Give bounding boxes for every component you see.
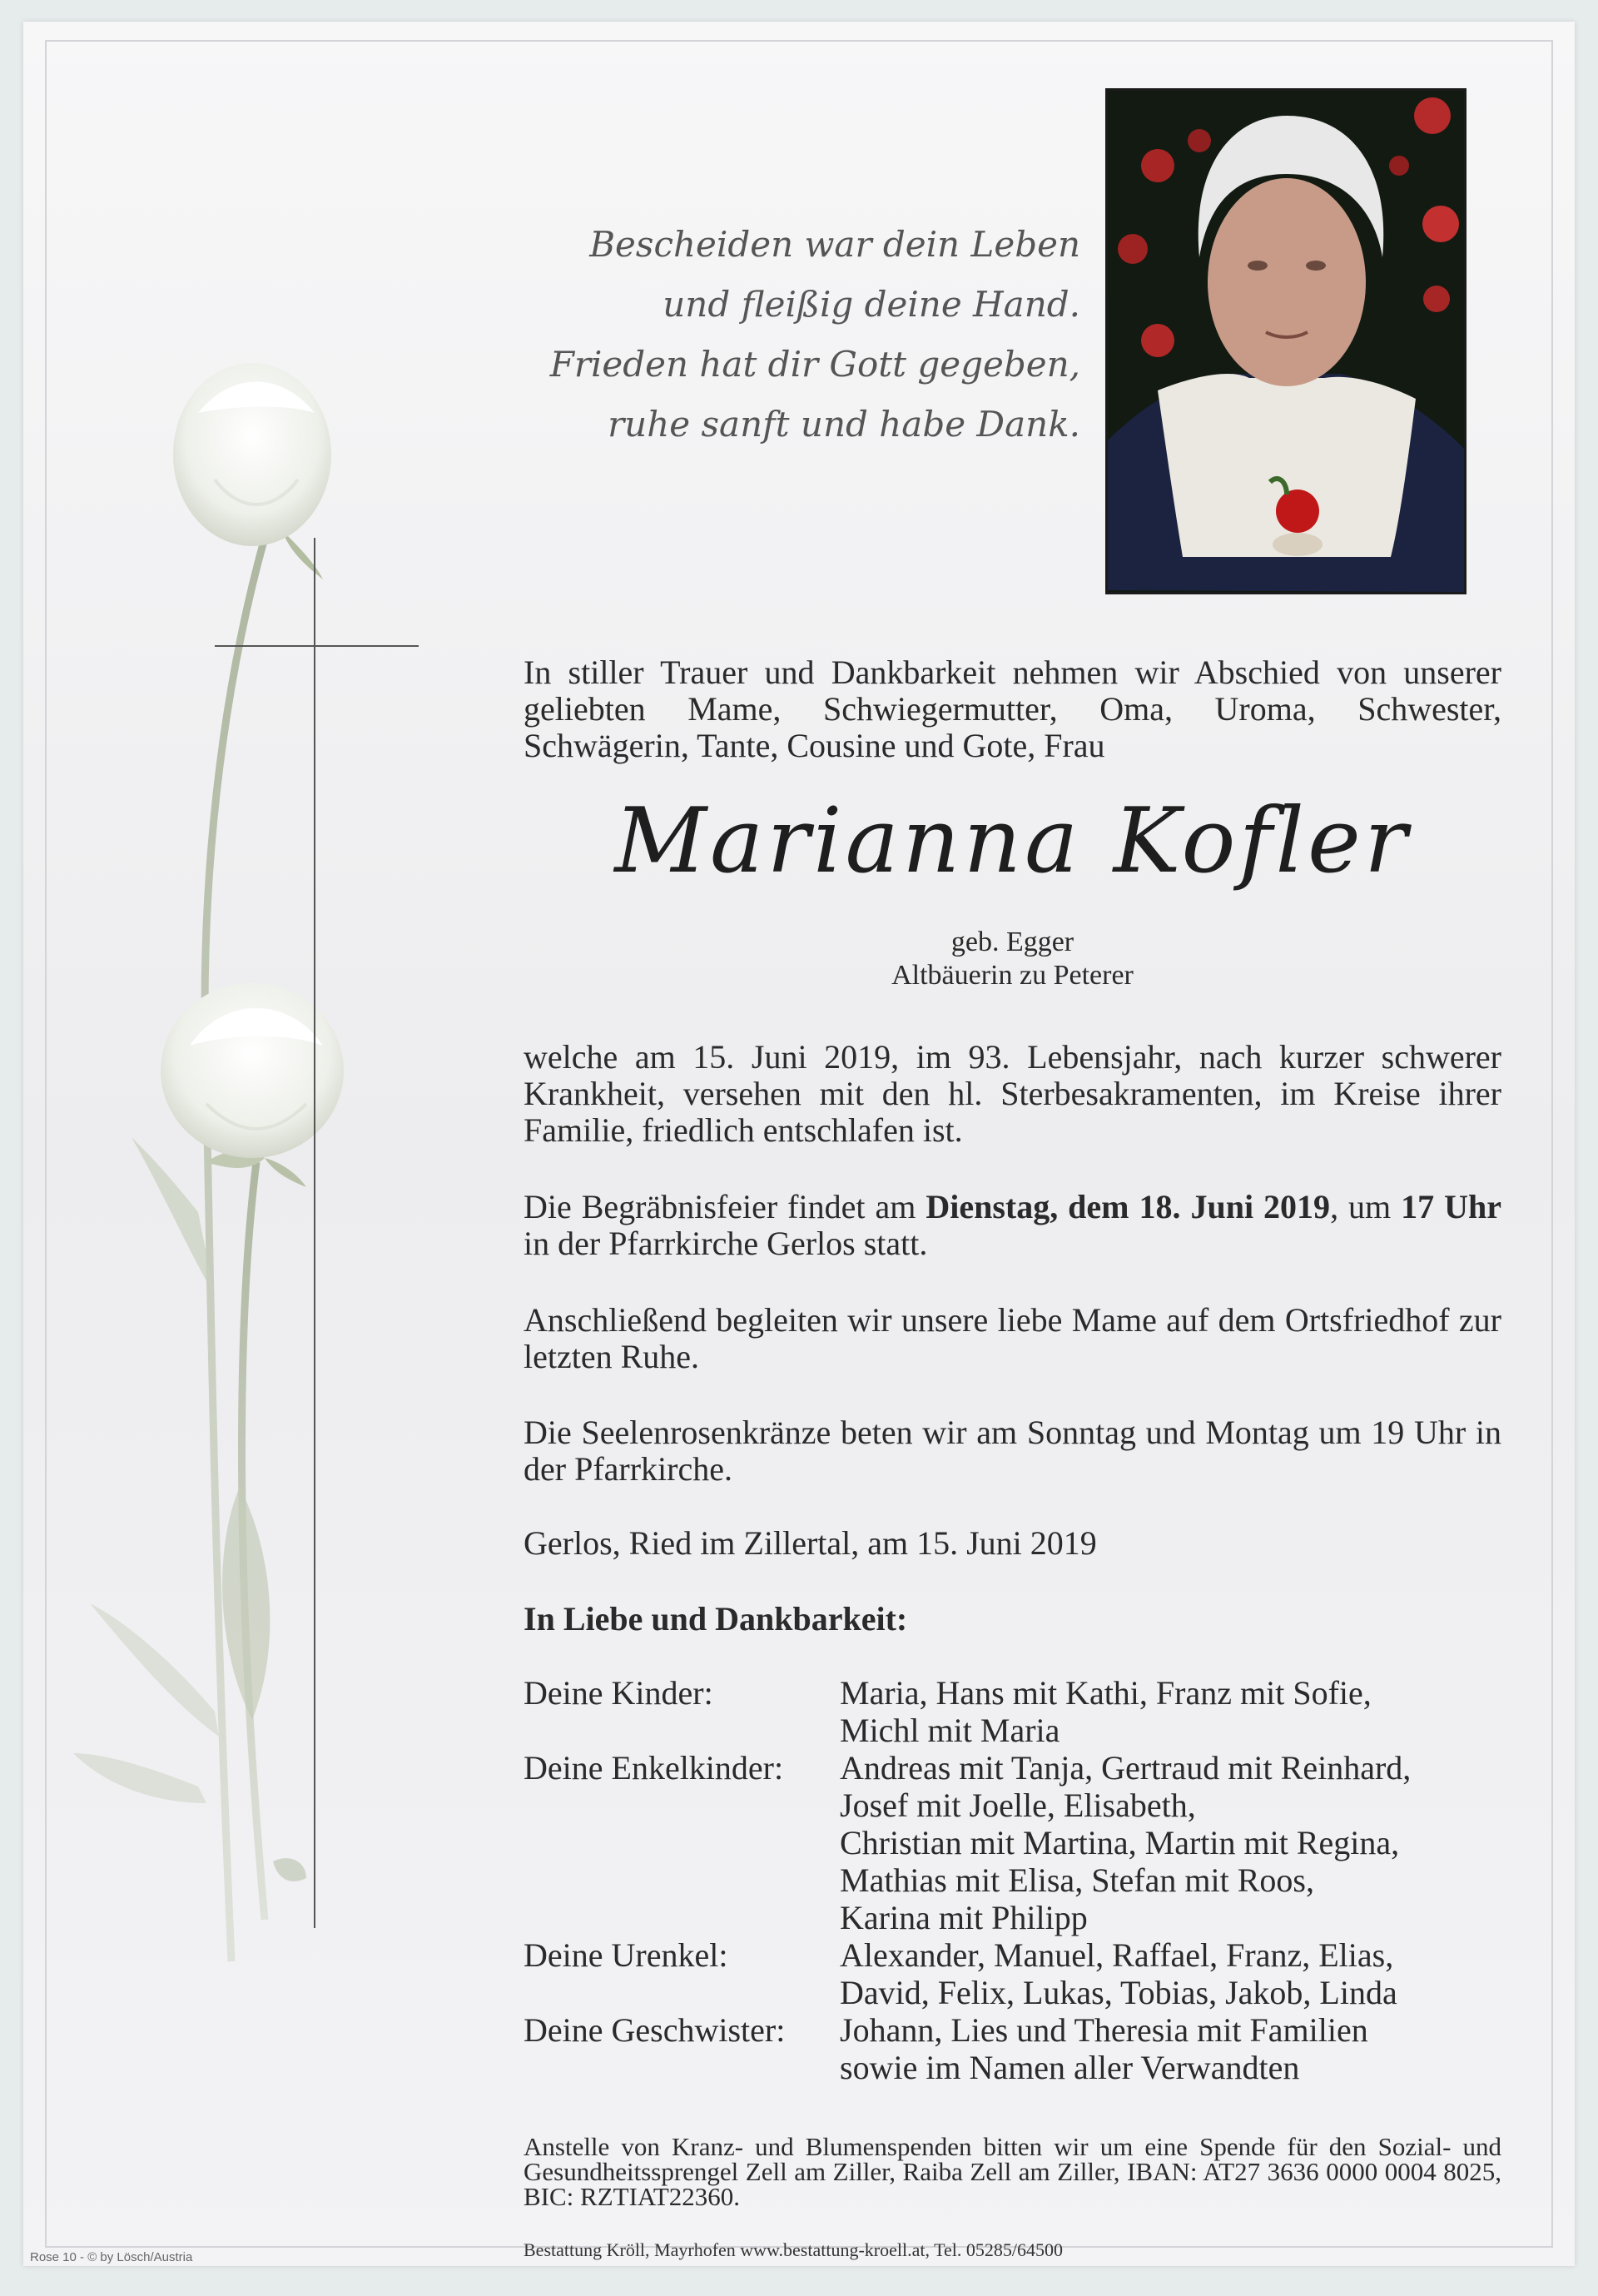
family-name-line: Michl mit Maria [840,1712,1060,1749]
funeral-pre: Die Begräbnisfeier findet am [524,1188,926,1225]
intro-paragraph: In stiller Trauer und Dankbarkeit nehmen wir Abschied von unserer geliebten Mame, Schwiegermutter, Oma, Uroma, Schwester, Schwägerin, Tante, Cousine und Gote, Frau [524,654,1501,764]
obituary-sheet [23,22,1575,2266]
family-name-line: Andreas mit Tanja, Gertraud mit Reinhard, [840,1749,1412,1787]
family-name-line: Josef mit Joelle, Elisabeth, [840,1787,1196,1824]
portrait-photo [1105,88,1466,594]
burial-paragraph: Anschließend begleiten wir unsere liebe Mame auf dem Ortsfriedhof zur letzten Ruhe. [524,1301,1501,1375]
donation-note: Anstelle von Kranz- und Blumenspenden bitten wir um eine Spende für den Sozial- und Gesundheitssprengel Zell am Ziller, Raiba Zell am Ziller, IBAN: AT27 3636 0000 0004 8025, BIC: RZTIAT22360. [524,2132,1501,2211]
rosary-paragraph: Die Seelenrosenkränze beten wir am Sonntag und Montag um 19 Uhr in der Pfarrkirche. [524,1414,1501,1488]
family-names [840,2011,1506,2086]
family-label: Deine Enkelkinder: [524,1749,784,1787]
place-date: Gerlos, Ried im Zillertal, am 15. Juni 2019 [524,1524,1097,1562]
poem-line: und fleißig deine Hand. [663,284,1080,325]
family-names [840,1674,1506,1749]
family-name-line: David, Felix, Lukas, Tobias, Jakob, Linda [840,1974,1397,2011]
family-names [840,1749,1506,1936]
poem-line: ruhe sanft und habe Dank. [608,404,1080,445]
deceased-title: Altbäuerin zu Peterer [891,960,1134,991]
poem-line: Frieden hat dir Gott gegeben, [549,344,1080,385]
deceased-name: Marianna Kofler [614,789,1411,893]
funeral-time: 17 Uhr [1401,1188,1502,1225]
funeral-mid: , um [1330,1188,1402,1225]
family-name-line: Alexander, Manuel, Raffael, Franz, Elias, [840,1936,1394,1974]
family-name-line: Johann, Lies und Theresia mit Familien [840,2011,1368,2049]
family-name-line: Mathias mit Elisa, Stefan mit Roos, [840,1861,1314,1899]
funeral-paragraph [524,1189,1501,1262]
funeral-date: Dienstag, dem 18. Juni 2019 [926,1188,1331,1225]
family-name-line: Christian mit Martina, Martin mit Regina, [840,1824,1400,1861]
copyright-credit: Rose 10 - © by Lösch/Austria [30,2250,193,2264]
family-name-line: Maria, Hans mit Kathi, Franz mit Sofie, [840,1674,1372,1712]
family-label: Deine Kinder: [524,1674,713,1712]
family-name-line: Karina mit Philipp [840,1899,1088,1936]
family-label: Deine Geschwister: [524,2011,786,2049]
death-paragraph: welche am 15. Juni 2019, im 93. Lebensjahr, nach kurzer schwerer Krankheit, versehen mit den hl. Sterbesakramenten, im Kreise ihrer Familie, friedlich entschlafen ist. [524,1038,1501,1149]
poem-line: Bescheiden war dein Leben [589,224,1080,265]
funeral-home-credit: Bestattung Kröll, Mayrhofen www.bestattung-kroell.at, Tel. 05285/64500 [524,2239,1063,2260]
family-label: Deine Urenkel: [524,1936,728,1974]
white-roses-with-cross-illustration [73,338,506,2128]
portrait-image [1108,91,1464,592]
poem [489,215,1080,455]
thanks-heading: In Liebe und Dankbarkeit: [524,1600,908,1638]
family-name-line: sowie im Namen aller Verwandten [840,2049,1300,2086]
family-names [840,1936,1506,2011]
funeral-post: in der Pfarrkirche Gerlos statt. [524,1225,928,1262]
maiden-name: geb. Egger [950,927,1074,957]
